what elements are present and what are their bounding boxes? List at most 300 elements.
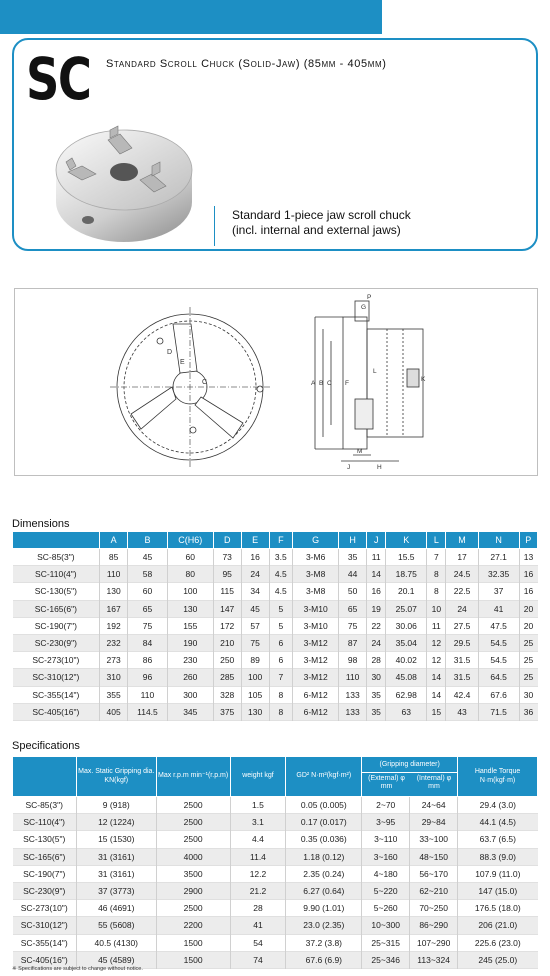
dimensions-header-cell: C(H6) [167,532,213,549]
dimensions-header-cell: H [339,532,367,549]
product-title: Standard Scroll Chuck (Solid-Jaw) (85mm - 405mm) [106,58,387,70]
dimensions-header-cell [13,532,100,549]
dimension-cell: 98 [339,652,367,669]
dimension-cell: 29.5 [446,634,478,651]
dimension-cell: 232 [100,634,128,651]
dimension-cell: 17 [446,549,478,566]
dimension-cell: 11 [427,617,446,634]
spec-cell: 24~64 [410,797,458,814]
dimension-cell: 300 [167,686,213,703]
dimension-cell: 310 [100,669,128,686]
dimension-cell: 54.5 [478,634,519,651]
dimension-cell: 147 [213,600,241,617]
dimension-cell: 7 [427,549,446,566]
label-L: L [373,368,377,375]
dimension-cell: 3-M12 [293,634,339,651]
spec-head-internal: (Internal) φ mm [416,774,452,791]
spec-cell: 3~160 [362,848,410,865]
dimension-cell: 3-M12 [293,652,339,669]
dimension-cell: 89 [241,652,269,669]
dimension-cell: 6 [269,652,293,669]
dimension-cell: 27.1 [478,549,519,566]
label-C-front: C [202,379,208,386]
table-row [13,549,538,566]
dimension-cell: 260 [167,669,213,686]
dimension-cell: 31.5 [446,652,478,669]
dimension-cell: 6-M12 [293,686,339,703]
spec-cell: 21.2 [230,882,286,899]
dimension-cell: 15 [427,703,446,720]
spec-cell: 3.1 [230,814,286,831]
dimension-cell: 133 [339,686,367,703]
spec-head-weight: weight kgf [230,757,286,797]
dimension-cell: 36 [519,703,537,720]
dimension-cell: 30.06 [386,617,427,634]
dimension-cell: 3.5 [269,549,293,566]
model-cell: SC-273(10") [13,900,77,917]
dimension-cell: 8 [427,583,446,600]
dimension-cell: 86 [128,652,168,669]
spec-cell: 25~315 [362,934,410,951]
technical-drawing [14,288,538,476]
spec-cell: 29.4 (3.0) [479,800,516,811]
model-cell: SC-130(5") [13,583,100,600]
spec-head-static: Max. Static Gripping dia. KN(kgf) [76,757,156,797]
spec-cell: 9.90 (1.01) [286,900,362,917]
spec-cell: 1500 [156,951,230,968]
spec-cell: 55 (5608) [76,917,156,934]
table-row [13,652,538,669]
dimension-cell: 34 [241,583,269,600]
dimension-cell: 11 [367,549,386,566]
dimension-cell: 15.5 [386,549,427,566]
dimension-cell: 285 [213,669,241,686]
table-row [13,583,538,600]
dimension-cell: 47.5 [478,617,519,634]
dimension-cell: 30 [367,669,386,686]
table-row [13,797,538,814]
dimension-cell: 8 [269,686,293,703]
model-cell: SC-190(7") [13,865,77,882]
spec-cell: 2~70 [362,797,410,814]
table-row [13,917,538,934]
spec-head-torque: Handle Torque N·m(kgf·m) [458,757,538,797]
dimension-cell: 25 [519,669,537,686]
dimension-cell: 85 [100,549,128,566]
dimension-cell: 355 [100,686,128,703]
dimension-cell: 210 [213,634,241,651]
dimension-cell: 230 [167,652,213,669]
label-J: J [347,464,351,471]
spec-cell: 25~346 [362,951,410,968]
dimension-cell: 7 [269,669,293,686]
model-cell: SC-190(7") [13,617,100,634]
spec-cell: 225.6 (23.0) [474,937,521,948]
dimension-cell: 130 [167,600,213,617]
dimension-cell: 115 [213,583,241,600]
dimension-cell: 14 [367,566,386,583]
model-cell: SC-405(16") [13,951,77,968]
dimension-cell: 20 [523,620,534,631]
model-cell: SC-130(5") [13,831,77,848]
dimension-cell: 250 [213,652,241,669]
dimension-cell: 130 [100,583,128,600]
spec-cell: 28 [230,900,286,917]
dimensions-header-cell: P [519,532,537,549]
table-row [13,600,538,617]
label-C-side: C [327,380,332,387]
specifications-header-row [13,757,538,797]
description-line-1: Standard 1-piece jaw scroll chuck [232,208,411,222]
spec-cell: 2500 [156,797,230,814]
spec-cell: 15 (1530) [76,831,156,848]
spec-cell: 3~95 [362,814,410,831]
dimension-cell: 3-M12 [293,669,339,686]
label-E: E [180,359,185,366]
model-cell: SC-230(9") [13,882,77,899]
dimensions-header-cell: D [213,532,241,549]
dimension-cell: 62.98 [386,686,427,703]
dimension-cell: 6 [269,634,293,651]
dimension-cell: 22 [367,617,386,634]
dimension-cell: 3-M8 [293,583,339,600]
dimensions-header-cell: J [367,532,386,549]
dimension-cell: 25.07 [386,600,427,617]
spec-head-model [13,757,77,797]
dimension-cell: 14 [427,669,446,686]
spec-cell: 10~300 [362,917,410,934]
chuck-photo [48,110,198,250]
spec-cell: 1.18 (0.12) [286,848,362,865]
spec-cell: 63.7 (6.5) [479,834,516,845]
dimension-cell: 63 [386,703,427,720]
dimension-cell: 28 [367,652,386,669]
dimensions-header-row [13,532,538,549]
dimension-cell: 110 [100,566,128,583]
dimension-cell: 30 [523,689,534,700]
dimensions-title: Dimensions [12,518,70,530]
dimension-cell: 75 [128,617,168,634]
dimension-cell: 24.5 [446,566,478,583]
table-row [13,634,538,651]
spec-cell: 40.5 (4130) [76,934,156,951]
dimension-cell: 110 [128,686,168,703]
spec-cell: 41 [230,917,286,934]
dimension-cell: 110 [339,669,367,686]
dimensions-header-cell: B [128,532,168,549]
description-divider [214,206,215,246]
label-P: P [367,294,372,301]
spec-cell: 37.2 (3.8) [286,934,362,951]
dimension-cell: 10 [427,600,446,617]
spec-cell: 33~100 [410,831,458,848]
spec-head-external: (External) φ mm [368,774,405,791]
dimension-cell: 375 [213,703,241,720]
label-F: F [345,380,349,387]
dimension-cell: 12 [427,634,446,651]
dimension-cell: 32.35 [478,566,519,583]
dimension-cell: 35 [339,549,367,566]
dimension-cell: 8 [269,703,293,720]
dimension-cell: 22.5 [446,583,478,600]
product-description [232,208,411,238]
table-row [13,669,538,686]
table-row [13,865,538,882]
spec-cell: 245 (25.0) [458,951,538,968]
label-H: H [377,464,382,471]
dimension-cell: 4.5 [269,566,293,583]
spec-cell: 4~180 [362,865,410,882]
spec-cell: 56~170 [410,865,458,882]
model-cell: SC-85(3") [13,549,100,566]
footnote: ※ Specifications are subject to change without notice. [12,966,143,972]
model-cell: SC-273(10") [13,652,100,669]
label-K: K [421,376,426,383]
dimension-cell: 16 [523,586,534,597]
table-row [13,686,538,703]
spec-head-gripping-label: (Gripping diameter) [362,761,457,773]
dimension-cell: 57 [241,617,269,634]
model-cell: SC-405(16") [13,703,100,720]
spec-cell: 206 (21.0) [458,917,538,934]
dimension-cell: 3-M10 [293,617,339,634]
dimensions-body [13,549,538,721]
dimension-cell: 3-M6 [293,549,339,566]
spec-cell: 0.17 (0.017) [286,814,362,831]
dimension-cell: 73 [213,549,241,566]
dimension-cell: 27.5 [446,617,478,634]
dimension-cell: 155 [167,617,213,634]
spec-cell: 31 (3161) [76,848,156,865]
dimension-cell: 345 [167,703,213,720]
dimension-cell: 167 [100,600,128,617]
model-cell: SC-310(12") [13,917,77,934]
dimensions-table [12,531,538,721]
spec-cell: 70~250 [410,900,458,917]
spec-cell: 176.5 (18.0) [474,903,521,914]
specifications-body [13,797,538,969]
spec-cell: 11.4 [230,848,286,865]
spec-cell: 0.35 (0.036) [286,831,362,848]
model-cell: SC-355(14") [13,686,100,703]
dimension-cell: 24 [367,634,386,651]
table-row [13,566,538,583]
model-cell: SC-165(6") [13,848,77,865]
label-D: D [167,349,173,356]
spec-cell: 67.6 (6.9) [286,951,362,968]
dimension-cell: 80 [167,566,213,583]
spec-cell: 86~290 [410,917,458,934]
dimensions-header-cell: L [427,532,446,549]
dimension-cell: 60 [167,549,213,566]
spec-cell: 29~84 [410,814,458,831]
dimension-cell: 84 [128,634,168,651]
label-B: B [319,380,324,387]
spec-cell: 12 (1224) [76,814,156,831]
dimension-cell: 172 [213,617,241,634]
spec-cell: 107~290 [410,934,458,951]
table-row [13,900,538,917]
label-G: G [361,304,367,311]
dimension-cell: 35 [367,686,386,703]
spec-cell: 74 [230,951,286,968]
description-line-2: (incl. internal and external jaws) [232,223,401,237]
spec-cell: 2200 [156,917,230,934]
dimension-cell: 13 [523,552,534,563]
dimensions-header-cell: N [478,532,519,549]
specifications-table [12,756,538,969]
dimension-cell: 64.5 [478,669,519,686]
model-cell: SC-110(4") [13,814,77,831]
dimension-cell: 44 [339,566,367,583]
dimension-cell: 14 [427,686,446,703]
spec-cell: 147 (15.0) [458,882,538,899]
dimension-cell: 45 [128,549,168,566]
table-row [13,703,538,720]
spec-cell: 54 [230,934,286,951]
model-cell: SC-310(12") [13,669,100,686]
dimension-cell: 60 [128,583,168,600]
spec-cell: 4000 [156,848,230,865]
dimension-cell: 114.5 [128,703,168,720]
model-cell: SC-230(9") [13,634,100,651]
spec-cell: 1.5 [230,797,286,814]
dimension-cell: 87 [339,634,367,651]
dimension-cell: 45 [241,600,269,617]
dimensions-header-cell: K [386,532,427,549]
dimension-cell: 58 [128,566,168,583]
spec-cell: 46 (4691) [76,900,156,917]
spec-cell: 9 (918) [76,797,156,814]
dimensions-header-cell: E [241,532,269,549]
model-cell: SC-85(3") [13,797,77,814]
dimension-cell: 328 [213,686,241,703]
dimension-cell: 405 [100,703,128,720]
spec-cell: 0.05 (0.005) [286,797,362,814]
dimensions-header-cell: M [446,532,478,549]
spec-cell: 45 (4589) [76,951,156,968]
dimension-cell: 20.1 [386,583,427,600]
dimension-cell: 75 [339,617,367,634]
dimension-cell: 50 [339,583,367,600]
dimension-cell: 25 [519,634,537,651]
dimension-cell: 3-M10 [293,600,339,617]
dimension-cell: 41 [478,600,519,617]
spec-cell: 2900 [156,882,230,899]
spec-cell: 88.3 (9.0) [458,848,538,865]
dimension-cell: 8 [427,566,446,583]
model-cell: SC-110(4") [13,566,100,583]
spec-cell: 113~324 [410,951,458,968]
dimension-cell: 96 [128,669,168,686]
dimension-cell: 71.5 [478,703,519,720]
dimension-cell: 24 [446,600,478,617]
model-cell: SC-165(6") [13,600,100,617]
dimension-cell: 42.4 [446,686,478,703]
dimension-cell: 54.5 [478,652,519,669]
spec-cell: 3500 [156,865,230,882]
table-row [13,934,538,951]
spec-cell: 3~110 [362,831,410,848]
spec-cell: 62~210 [410,882,458,899]
dimension-cell: 12 [427,652,446,669]
dimension-cell: 45.08 [386,669,427,686]
table-row [13,617,538,634]
dimension-cell: 273 [100,652,128,669]
dimension-cell: 3-M8 [293,566,339,583]
table-row [13,882,538,899]
dimension-cell: 192 [100,617,128,634]
spec-cell: 6.27 (0.64) [286,882,362,899]
dimension-cell: 16 [367,583,386,600]
dimension-cell: 16 [519,566,537,583]
spec-head-gd: GD² N·m²(kgf·m²) [286,757,362,797]
spec-cell: 44.1 (4.5) [458,814,538,831]
dimension-cell: 65 [339,600,367,617]
spec-cell: 12.2 [230,865,286,882]
dimension-cell: 40.02 [386,652,427,669]
dimension-cell: 31.5 [446,669,478,686]
dimension-cell: 190 [167,634,213,651]
table-row [13,814,538,831]
dimension-cell: 105 [241,686,269,703]
spec-head-rpm: Max r.p.m min⁻¹(r.p.m) [156,757,230,797]
dimension-cell: 35.04 [386,634,427,651]
technical-drawing-svg [15,289,539,477]
spec-cell: 2500 [156,831,230,848]
model-logo: SC [26,45,91,113]
spec-cell: 37 (3773) [76,882,156,899]
dimension-cell: 37 [478,583,519,600]
dimension-cell: 16 [241,549,269,566]
dimension-cell: 133 [339,703,367,720]
spec-head-gripping [362,757,458,797]
dimensions-header-cell: F [269,532,293,549]
spec-cell: 2500 [156,900,230,917]
dimension-cell: 6-M12 [293,703,339,720]
dimension-cell: 4.5 [269,583,293,600]
table-row [13,831,538,848]
label-A: A [311,380,316,387]
dimension-cell: 19 [367,600,386,617]
spec-cell: 31 (3161) [76,865,156,882]
label-M: M [357,448,363,455]
dimension-cell: 35 [367,703,386,720]
dimension-cell: 95 [213,566,241,583]
dimension-cell: 130 [241,703,269,720]
dimension-cell: 24 [241,566,269,583]
spec-cell: 5~260 [362,900,410,917]
table-row [13,848,538,865]
dimension-cell: 65 [128,600,168,617]
spec-cell: 5~220 [362,882,410,899]
dimension-cell: 43 [446,703,478,720]
spec-cell: 4.4 [230,831,286,848]
dimension-cell: 20 [519,600,537,617]
top-accent-bar [0,0,382,34]
dimension-cell: 5 [269,617,293,634]
dimension-cell: 18.75 [386,566,427,583]
spec-cell: 2500 [156,814,230,831]
spec-cell: 2.35 (0.24) [286,865,362,882]
spec-cell: 107.9 (11.0) [475,868,521,879]
dimension-cell: 25 [523,655,534,666]
specifications-title: Specifications [12,740,80,752]
dimension-cell: 100 [241,669,269,686]
spec-cell: 1500 [156,934,230,951]
spec-cell: 23.0 (2.35) [286,917,362,934]
dimension-cell: 75 [241,634,269,651]
